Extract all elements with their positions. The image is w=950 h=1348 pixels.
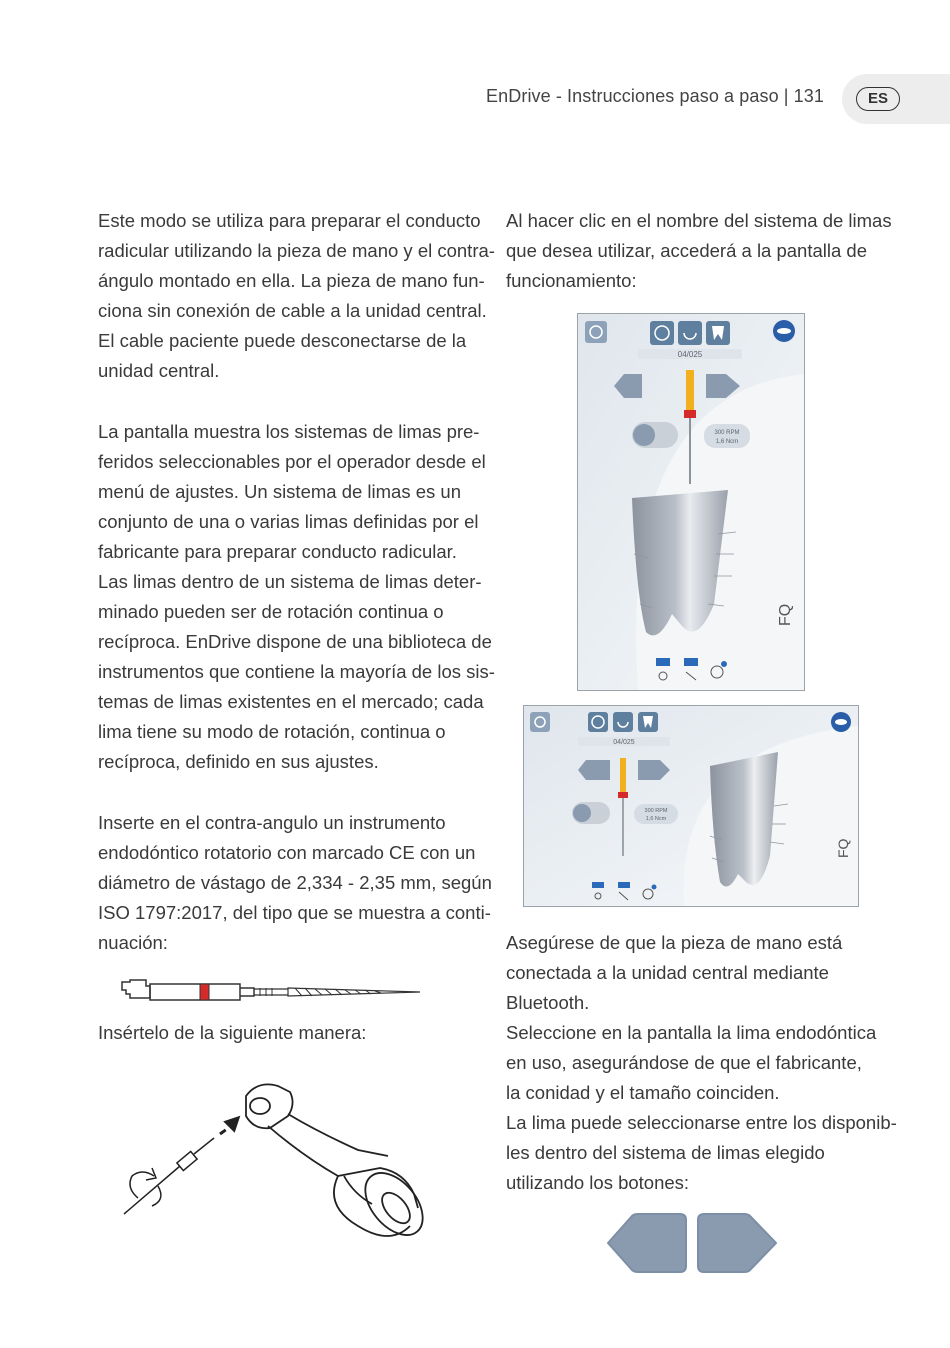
insert-instrument-paragraph [98,808,492,958]
text-line: funcionamiento: [506,270,637,291]
text-line: diámetro de vástago de 2,334 - 2,35 mm, según [98,872,492,893]
text-line: Insértelo de la siguiente manera: [98,1022,367,1043]
file-size-label: 04/025 [677,350,703,359]
torque-readout: 1,6 Ncm [645,816,667,822]
text-line: feridos seleccionables por el operador desde el [98,451,486,472]
text-line: La pantalla muestra los sistemas de limas pre- [98,421,480,442]
operation-screen-landscape [523,705,859,907]
rotation-button[interactable] [613,712,633,732]
text-line: nuación: [98,932,168,953]
brand-logo-icon [831,712,851,732]
timer-button[interactable] [588,712,608,732]
arrow-left-icon[interactable] [608,1214,686,1272]
text-line: El cable paciente puede desconectarse de la [98,330,467,351]
file-system-label: FQ [777,603,794,626]
text-line: fabricante para preparar conducto radicular. [98,541,457,562]
select-file-paragraph [506,928,897,1198]
text-line: instrumentos que contiene la mayoría de los sis- [98,661,495,682]
torque-readout: 1,6 Ncm [715,439,739,445]
text-line: ángulo montado en ella. La pieza de mano fun- [98,270,485,291]
file-size-label: 04/025 [613,739,635,746]
text-line: Inserte en el contra-angulo un instrumento [98,812,446,833]
file-systems-paragraph [98,417,495,777]
operation-screen-paragraph [506,206,892,296]
text-line: Al hacer clic en el nombre del sistema de limas [506,210,892,231]
text-line: les dentro del sistema de limas elegido [506,1142,825,1163]
file-system-label: FQ [835,838,851,858]
settings-button[interactable] [585,321,607,343]
text-line: La lima puede seleccionarse entre los disponib- [506,1112,897,1133]
page-header-title: EnDrive - Instrucciones paso a paso | 131 [486,86,824,106]
file-navigation-buttons [604,1210,780,1276]
text-line: Las limas dentro de un sistema de limas deter- [98,571,482,592]
text-line: conectada a la unidad central mediante [506,962,829,983]
text-line: conjunto de una o varias limas definidas por el [98,511,479,532]
text-line: ciona sin conexión de cable a la unidad central. [98,300,487,321]
text-line: unidad central. [98,360,220,381]
arrow-right-icon[interactable] [698,1214,776,1272]
text-line: menú de ajustes. Un sistema de limas es un [98,481,461,502]
text-line: la conidad y el tamaño coinciden. [506,1082,780,1103]
speed-readout: 300 RPM [714,430,740,436]
text-line: recíproca, definido en sus ajustes. [98,751,379,772]
text-line: Asegúrese de que la pieza de mano está [506,932,843,953]
rotation-button[interactable] [678,321,702,345]
text-line: temas de limas existentes en el mercado; cada [98,691,484,712]
brand-logo-icon [773,320,795,342]
text-line: Seleccione en la pantalla la lima endodóntica [506,1022,877,1043]
text-line: minado pueden ser de rotación continua o [98,601,444,622]
text-line: Este modo se utiliza para preparar el conducto [98,210,481,231]
text-line: ISO 1797:2017, del tipo que se muestra a conti- [98,902,491,923]
text-line: Bluetooth. [506,992,590,1013]
speed-readout: 300 RPM [644,808,668,814]
contra-angle-insertion-illustration [118,1076,428,1252]
endodontic-file-illustration [120,976,424,1002]
settings-button[interactable] [530,712,550,732]
tooth-button[interactable] [638,712,658,732]
intro-paragraph [98,206,495,386]
operation-screen-portrait [577,313,805,691]
mode-toggle[interactable] [572,802,610,824]
language-badge: ES [856,87,900,111]
tooth-button[interactable] [706,321,730,345]
text-line: recíproca. EnDrive dispone de una biblioteca de [98,631,492,652]
timer-button[interactable] [650,321,674,345]
mode-toggle[interactable] [632,422,678,448]
text-line: que desea utilizar, accederá a la pantalla de [506,240,868,261]
text-line: radicular utilizando la pieza de mano y el contra- [98,240,495,261]
text-line: endodóntico rotatorio con marcado CE con un [98,842,476,863]
text-line: lima tiene su modo de rotación, continua o [98,721,446,742]
insert-how-paragraph [98,1018,366,1048]
text-line: utilizando los botones: [506,1172,690,1193]
text-line: en uso, asegurándose de que el fabricante, [506,1052,862,1073]
